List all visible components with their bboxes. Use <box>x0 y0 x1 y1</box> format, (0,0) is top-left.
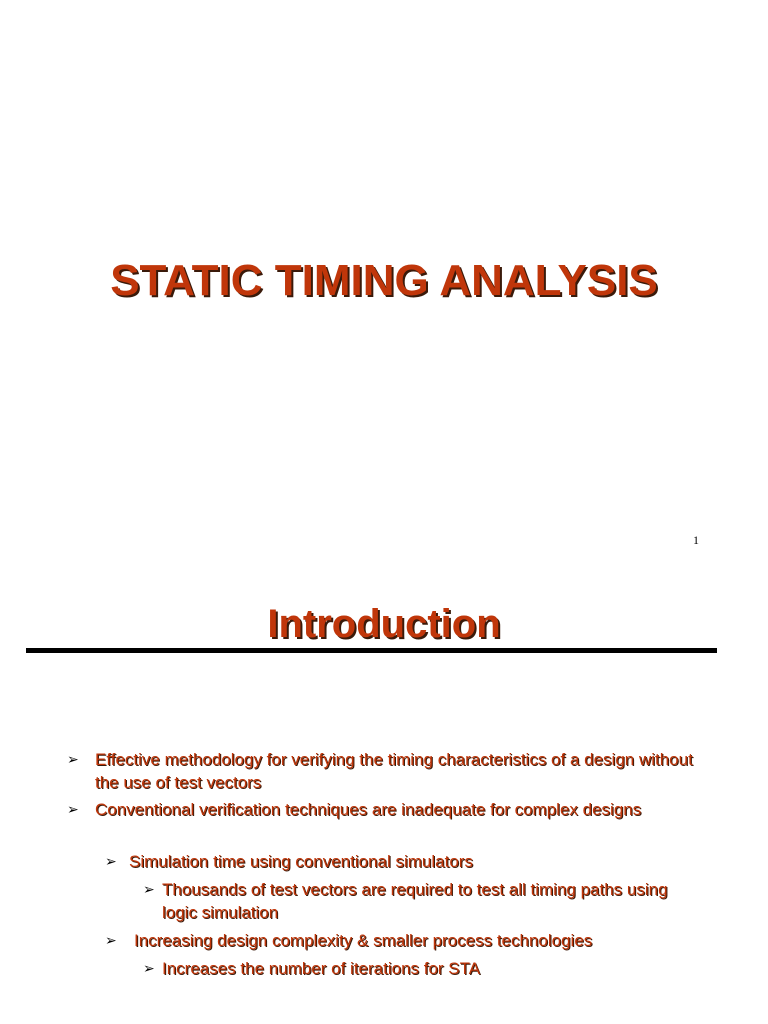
bullet-text: Thousands of test vectors are required to test all timing paths using logic simulation <box>162 880 668 922</box>
page-number: 1 <box>693 533 699 547</box>
arrow-bullet-icon: ➢ <box>143 881 155 897</box>
arrow-bullet-icon: ➢ <box>105 932 117 948</box>
arrow-bullet-icon: ➢ <box>105 853 117 869</box>
bullet-text: Conventional verification techniques are inadequate for complex designs <box>95 800 642 819</box>
bullet-text: Simulation time using conventional simulators <box>129 852 473 871</box>
arrow-bullet-icon: ➢ <box>143 960 155 976</box>
bullet-text: Increases the number of iterations for STA <box>162 959 481 978</box>
arrow-bullet-icon: ➢ <box>67 751 79 767</box>
title-divider <box>26 648 717 653</box>
bullet-text: Effective methodology for verifying the timing characteristics of a design without the use of test vectors <box>95 750 693 792</box>
slide-title: STATIC TIMING ANALYSIS <box>110 256 658 305</box>
slide-title: Introduction <box>267 602 501 646</box>
slide-2 <box>0 572 768 1024</box>
arrow-bullet-icon: ➢ <box>67 801 79 817</box>
bullet-text: Increasing design complexity & smaller process technologies <box>134 931 593 950</box>
